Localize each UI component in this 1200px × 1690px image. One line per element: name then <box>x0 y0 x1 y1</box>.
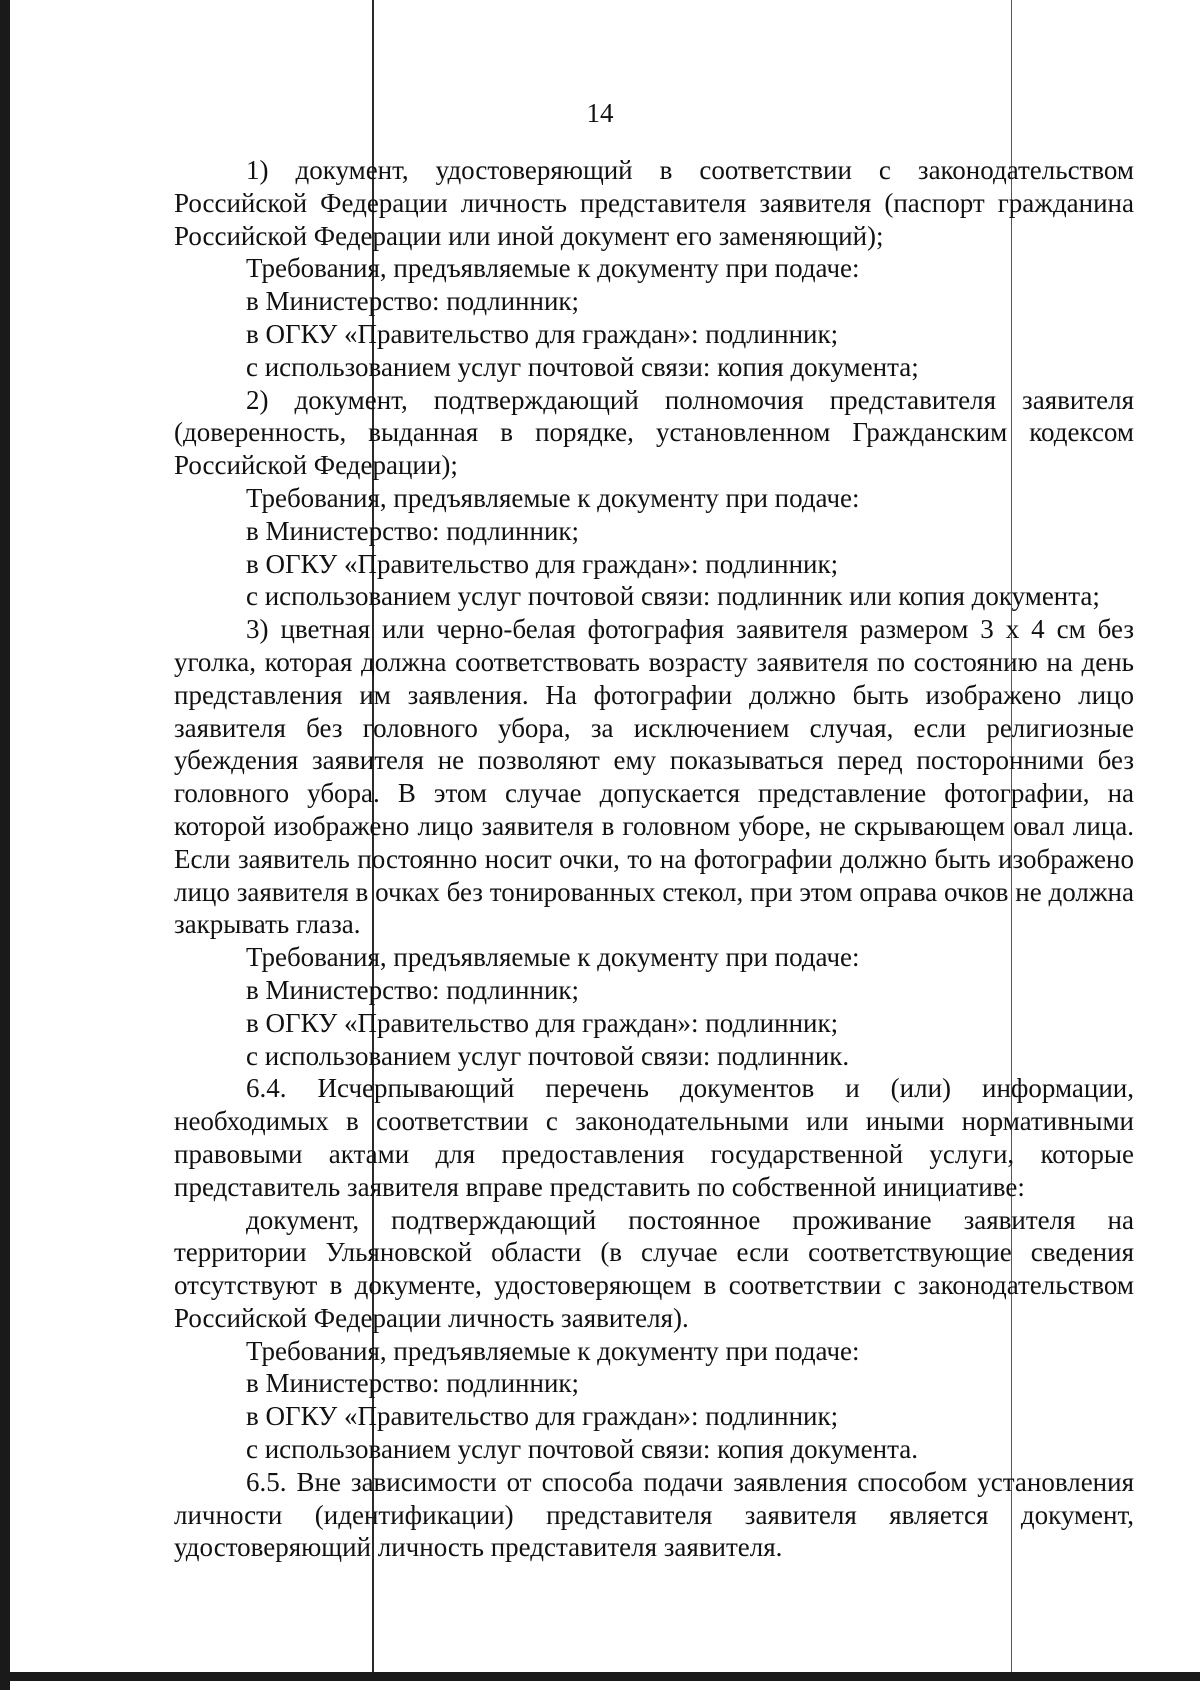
paragraph: Требования, предъявляемые к документу при подаче: <box>246 942 860 973</box>
paragraph: 2) документ, подтверждающий полномочия представителя заявителя (доверенность, выданная в порядке, установленном Гражданским кодексом Российской Федерации); <box>174 384 1134 481</box>
paragraph: Требования, предъявляемые к документу при подаче: <box>246 1335 860 1366</box>
paragraph: 1) документ, удостоверяющий в соответствии с законодательством Российской Федерации личность представителя заявителя (паспорт гражданина Российской Федерации или иной документ его заменяющий); <box>174 155 1134 251</box>
paragraph: Требования, предъявляемые к документу при подаче: <box>246 482 860 513</box>
paragraph: документ, подтверждающий постоянное проживание заявителя на территории Ульяновской области (в случае если соответствующие сведения отсутствуют в документе, удостоверяющем в соответствии с законодательством Российской Федерации личность заявителя). <box>174 1204 1134 1333</box>
paragraph: с использованием услуг почтовой связи: копия документа. <box>246 1434 918 1465</box>
paragraph: в ОГКУ «Правительство для граждан»: подлинник; <box>246 548 839 579</box>
paragraph: в ОГКУ «Правительство для граждан»: подлинник; <box>246 1007 839 1038</box>
paragraph: с использованием услуг почтовой связи: подлинник или копия документа; <box>246 581 1100 612</box>
paragraph: 6.4. Исчерпывающий перечень документов и (или) информации, необходимых в соответствии с законодательными или иными нормативными правовыми актами для предоставления государственной услуги, которые представитель заявителя вправе представить по собственной инициативе: <box>174 1073 1134 1202</box>
scan-bottom-edge <box>0 1672 1200 1681</box>
document-body <box>174 154 1134 1564</box>
paragraph: 6.5. Вне зависимости от способа подачи заявления способом установления личности (идентификации) представителя заявителя является документ, удостоверяющий личность представителя заявителя. <box>174 1466 1134 1563</box>
paragraph: 3) цветная или черно-белая фотография заявителя размером 3 х 4 см без уголка, которая должна соответствовать возрасту заявителя по состоянию на день представления им заявления. На фотографии должно быть изображено лицо заявителя без головного убора, за исключением случая, если религиозные убеждения заявителя не позволяют ему показываться перед посторонними без головного убора. В этом случае допускается представление фотографии, на которой изображено лицо заявителя в головном уборе, не скрывающем овал лица. Если заявитель постоянно носит очки, то на фотографии должно быть изображено лицо заявителя в очках без тонированных стекол, при этом оправа очков не должна закрывать глаза. <box>174 614 1134 940</box>
paragraph: Требования, предъявляемые к документу при подаче: <box>246 253 860 284</box>
paragraph: в Министерство: подлинник; <box>246 974 580 1005</box>
paragraph: в ОГКУ «Правительство для граждан»: подлинник; <box>246 318 839 349</box>
paragraph: с использованием услуг почтовой связи: подлинник. <box>246 1040 850 1071</box>
paragraph: в ОГКУ «Правительство для граждан»: подлинник; <box>246 1401 839 1432</box>
page-number: 14 <box>586 98 614 128</box>
paragraph: с использованием услуг почтовой связи: копия документа; <box>246 351 919 382</box>
paragraph: в Министерство: подлинник; <box>246 286 580 317</box>
scan-left-edge <box>0 0 10 1690</box>
paragraph: в Министерство: подлинник; <box>246 515 580 546</box>
paragraph: в Министерство: подлинник; <box>246 1368 580 1399</box>
